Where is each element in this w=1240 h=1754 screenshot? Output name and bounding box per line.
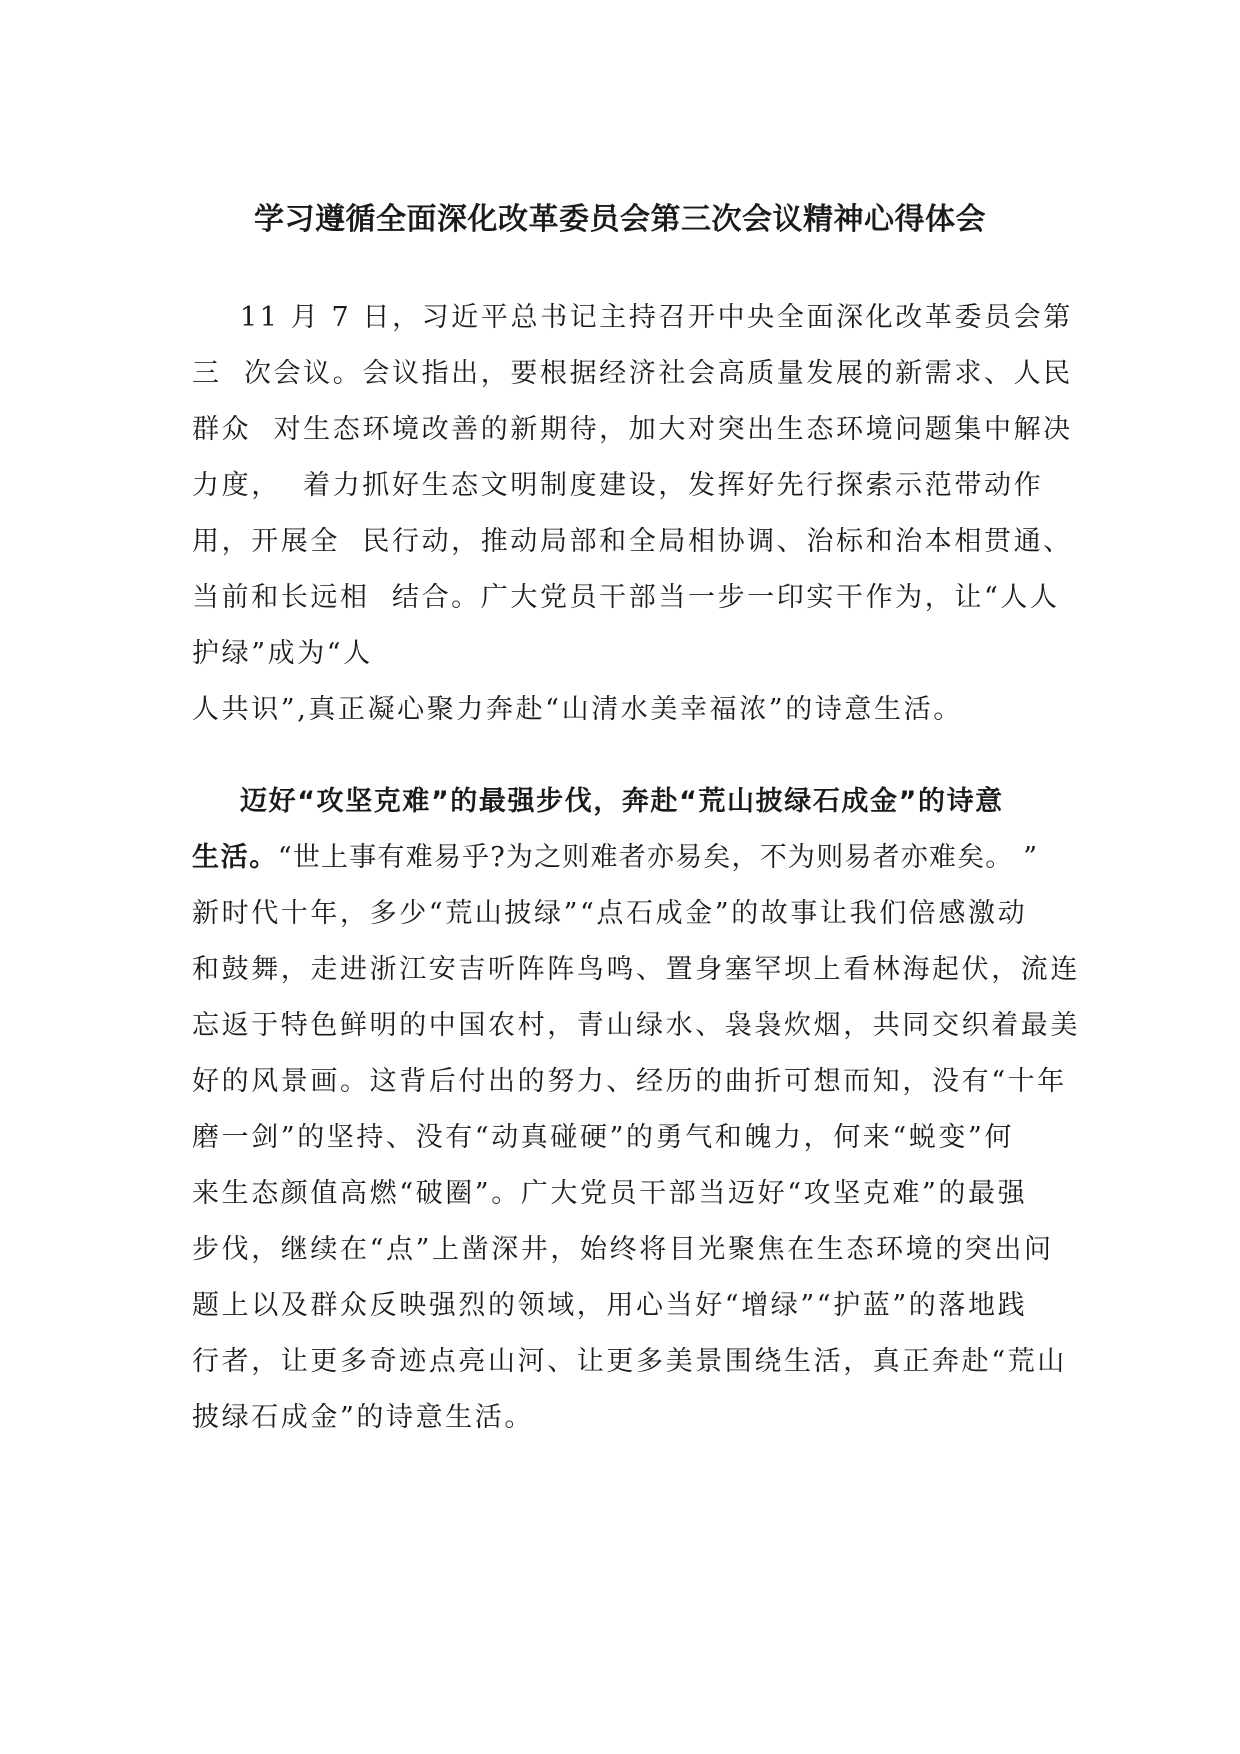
paragraph2-line-5: 好的风景画。这背后付出的努力、经历的曲折可想而知，没有“十年 — [192, 1066, 1067, 1097]
paragraph2-line-10: 行者，让更多奇迹点亮山河、让更多美景围绕生活，真正奔赴“荒山 — [192, 1346, 1067, 1377]
paragraph2-line-1 — [192, 838, 1072, 878]
paragraph1-line-8: 人共识”,真正凝心聚力奔赴“山清水美幸福浓”的诗意生活。 — [192, 694, 963, 725]
paragraph2-line-8: 步伐，继续在“点”上凿深井，始终将目光聚焦在生态环境的突出问 — [192, 1234, 1054, 1265]
paragraph1-line-2: 三 次会议。会议指出，要根据经济社会高质量发展的新需求、人民 — [192, 358, 1073, 389]
paragraph2-line-4: 忘返于特色鲜明的中国农村，青山绿水、袅袅炊烟，共同交织着最美 — [192, 1010, 1080, 1041]
paragraph2-heading-end: 生活。 — [192, 842, 278, 873]
paragraph1-line-4: 力度， 着力抓好生态文明制度建设，发挥好先行探索示范带动作 — [192, 470, 1044, 501]
paragraph1-line-5: 用，开展全 民行动，推动局部和全局相协调、治标和治本相贯通、 — [192, 526, 1073, 557]
paragraph2-line-6: 磨一剑”的坚持、没有“动真碰硬”的勇气和魄力，何来“蜕变”何 — [192, 1122, 1015, 1153]
paragraph2-heading: 迈好“攻坚克难”的最强步伐，奔赴“荒山披绿石成金”的诗意 — [240, 786, 1004, 817]
document-title: 学习遵循全面深化改革委员会第三次会议精神心得体会 — [254, 202, 986, 237]
paragraph2-line-11: 披绿石成金”的诗意生活。 — [192, 1402, 535, 1433]
paragraph2-line-2: 新时代十年，多少“荒山披绿”“点石成金”的故事让我们倍感激动 — [192, 898, 1028, 929]
paragraph2-quote: “世上事有难易乎?为之则难者亦易矣，不为则易者亦难矣。 ” — [277, 842, 1039, 873]
paragraph2-line-3: 和鼓舞，走进浙江安吉听阵阵鸟鸣、置身塞罕坝上看林海起伏，流连 — [192, 954, 1080, 985]
paragraph1-line-3: 群众 对生态环境改善的新期待，加大对突出生态环境问题集中解决 — [192, 414, 1073, 445]
paragraph2-line-7: 来生态颜值高燃“破圈”。广大党员干部当迈好“攻坚克难”的最强 — [192, 1178, 1028, 1209]
paragraph1-line-7: 护绿”成为“人 — [192, 638, 373, 669]
paragraph1-line-1: 11 月 7 日，习近平总书记主持召开中央全面深化改革委员会第 — [240, 302, 1073, 333]
paragraph2-line-9: 题上以及群众反映强烈的领域，用心当好“增绿”“护蓝”的落地践 — [192, 1290, 1028, 1321]
paragraph1-line-6: 当前和长远相 结合。广大党员干部当一步一印实干作为，让“人人 — [192, 582, 1060, 613]
